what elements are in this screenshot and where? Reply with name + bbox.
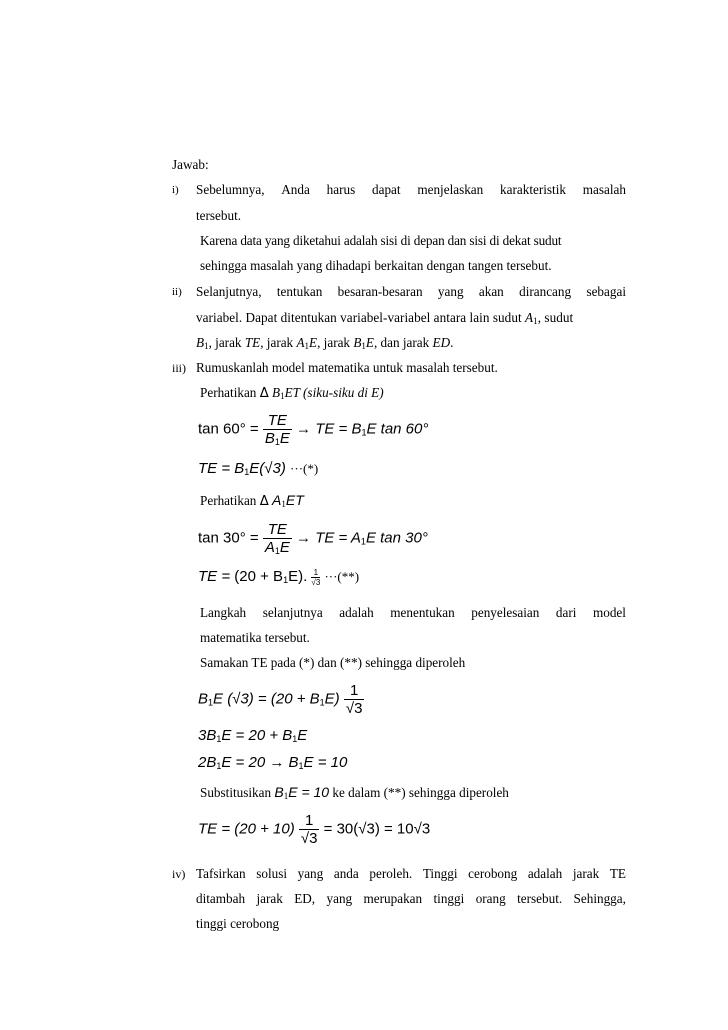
equation-final: TE = (20 + 10) $\frac{1}{√3}$ = 30(√3) = 10√3 xyxy=(198,812,431,847)
step2-line3: $B_1$, jarak TE, jarak $A_1E$, jarak $B_1E$, dan jarak ED. xyxy=(196,335,454,351)
equation-tan60: tan 60° = $\frac{TE}{B_1E}$ → TE = $B_1E$ tan 60° xyxy=(198,412,429,447)
substitusi-line: Substitusikan $B_1E = 10$ ke dalam (**) sehingga diperoleh xyxy=(200,784,509,801)
step3-line1: Rumuskanlah model matematika untuk masalah tersebut. xyxy=(196,360,498,375)
triangle-symbol: Δ xyxy=(259,386,269,401)
equation-2b1e: $2B_1E = 20 \to B_1E = 10$ xyxy=(198,754,348,771)
samakan-line: Samakan TE pada (*) dan (**) sehingga diperoleh xyxy=(200,655,466,670)
step2-line2: variabel. Dapat ditentukan variabel-variabel antara lain sudut $A_1$, sudut xyxy=(196,310,574,326)
step4-line3: tinggi cerobong xyxy=(196,916,280,931)
langkah-line1: Langkah selanjutnya adalah menentukan penyelesaian dari model xyxy=(200,605,626,620)
step1-line1: Sebelumnya, Anda harus dapat menjelaskan karakteristik masalah xyxy=(196,182,626,197)
step4-line1: Tafsirkan solusi yang anda peroleh. Tinggi cerobong adalah jarak TE xyxy=(196,866,626,881)
step1-line2: tersebut. xyxy=(196,208,242,223)
step-marker-iv: iv) xyxy=(172,867,186,881)
triangle1-note: Perhatikan Δ $B_1ET$ (siku-siku di E) xyxy=(200,385,384,401)
step1-note-line1: Karena data yang diketahui adalah sisi di depan dan sisi di dekat sudut xyxy=(200,233,562,248)
equation-double-star: TE = $(20 + B_1E)$. $\frac{1}{√3}$ ···(**) xyxy=(198,567,360,587)
step2-line1: Selanjutnya, tentukan besaran-besaran yang akan dirancang sebagai xyxy=(196,284,626,299)
triangle2-note: Perhatikan Δ $A_1ET$ xyxy=(200,492,304,509)
equation-3b1e: $3B_1E = 20 + B_1E$ xyxy=(198,727,308,744)
equation-tan30: tan 30° = $\frac{TE}{A_1E}$ → TE = $A_1E$ tan 30° xyxy=(198,521,428,556)
step-marker-iii: iii) xyxy=(172,361,186,375)
step-marker-ii: ii) xyxy=(172,286,182,298)
langkah-line2: matematika tersebut. xyxy=(200,630,310,645)
equation-star: TE = $B_1E(√3)$ ···(*) xyxy=(198,460,319,477)
step4-line2: ditambah jarak ED, yang merupakan tinggi orang tersebut. Sehingga, xyxy=(196,891,626,906)
step-marker-i: i) xyxy=(172,184,179,196)
answer-heading: Jawab: xyxy=(172,157,209,172)
step1-note-line2: sehingga masalah yang dihadapi berkaitan dengan tangen tersebut. xyxy=(200,258,552,273)
equation-combined: $B_1E$ $(√3) = (20 + B_1E)$ $\frac{1}{√3}$ xyxy=(198,682,363,717)
